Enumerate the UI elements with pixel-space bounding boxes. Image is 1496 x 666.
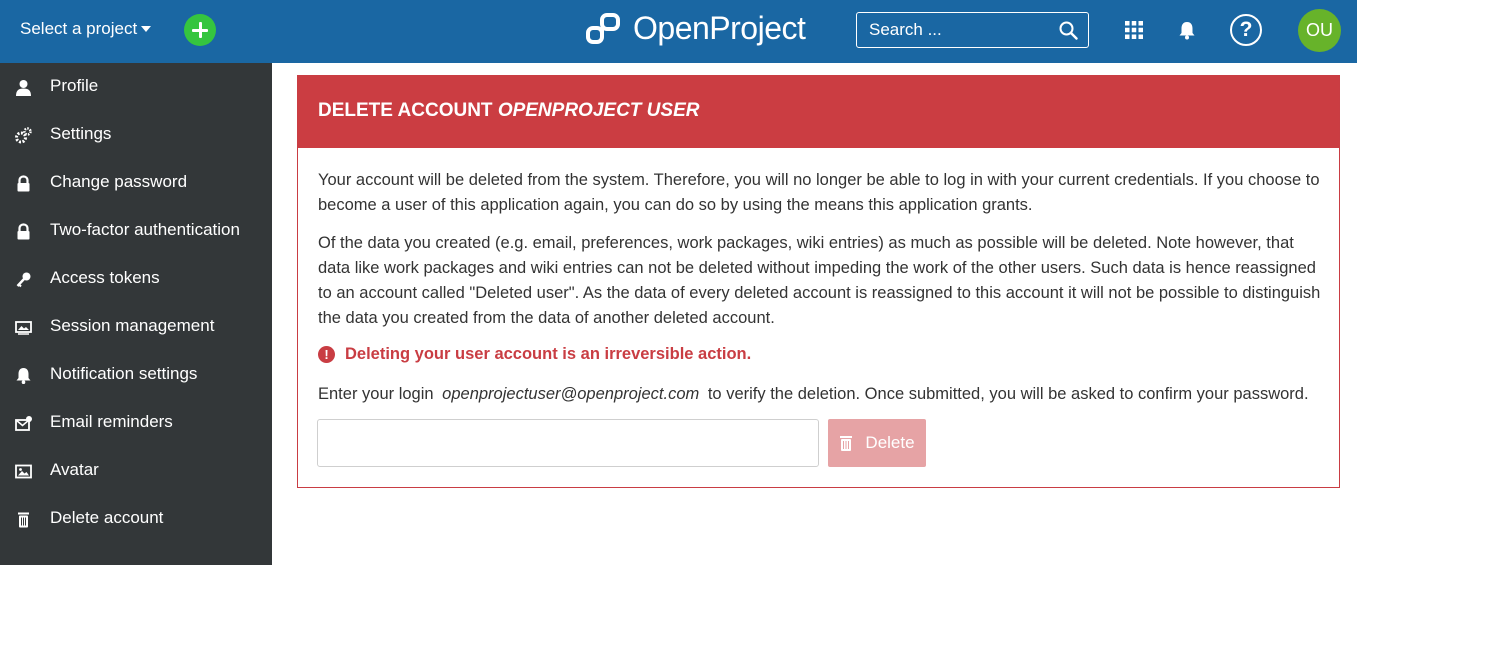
logo-text: OpenProject	[633, 10, 806, 46]
trash-icon	[15, 511, 32, 528]
sidebar-item-label: Change password	[50, 172, 188, 191]
login-name: openprojectuser@openproject.com	[442, 385, 700, 403]
search-icon[interactable]	[1059, 21, 1078, 40]
login-confirm-input[interactable]	[317, 419, 819, 467]
sidebar-item-label: Notification settings	[50, 364, 198, 383]
image-icon	[15, 463, 32, 480]
sidebar-item-delete-account[interactable]	[0, 495, 272, 543]
user-icon	[15, 79, 32, 96]
sidebar-item-notification-settings[interactable]	[0, 351, 272, 399]
verify-suffix: to verify the deletion. Once submitted, you will be asked to confirm your password.	[707, 385, 1309, 403]
page-title	[318, 100, 699, 122]
panel-header	[298, 76, 1339, 148]
envelope-icon	[15, 415, 32, 432]
verify-prefix: Enter your login	[318, 385, 434, 403]
top-header	[0, 0, 1357, 63]
modules-grid-icon[interactable]	[1125, 21, 1143, 39]
trash-icon	[839, 435, 853, 452]
gears-icon	[15, 127, 32, 144]
project-select-dropdown[interactable]	[20, 19, 151, 39]
sidebar-item-change-password[interactable]	[0, 159, 272, 207]
verify-instructions	[318, 382, 1323, 407]
sidebar-item-avatar[interactable]	[0, 447, 272, 495]
sidebar-item-access-tokens[interactable]	[0, 255, 272, 303]
title-user: OPENPROJECT USER	[497, 100, 700, 121]
warning-text: Deleting your user account is an irreversible action.	[345, 345, 752, 363]
sidebar-item-session-management[interactable]	[0, 303, 272, 351]
search-box[interactable]	[856, 12, 1089, 48]
sidebar-item-label: Two-factor authentication	[50, 220, 240, 239]
sidebar-item-profile[interactable]	[0, 63, 272, 111]
logo-icon	[585, 11, 623, 47]
title-prefix: DELETE ACCOUNT	[318, 100, 493, 121]
key-icon	[15, 271, 32, 288]
help-icon[interactable]: ?	[1230, 14, 1262, 46]
sidebar-item-label: Settings	[50, 124, 112, 143]
openproject-logo[interactable]	[585, 10, 805, 47]
sidebar-item-label: Avatar	[50, 460, 99, 479]
lock-icon	[15, 175, 32, 192]
warning-message	[318, 345, 751, 364]
sidebar-item-two-factor[interactable]	[0, 207, 272, 255]
sidebar-item-email-reminders[interactable]	[0, 399, 272, 447]
sidebar-item-label: Profile	[50, 76, 99, 95]
sidebar-item-label: Access tokens	[50, 268, 160, 287]
info-paragraph-1: Your account will be deleted from the system. Therefore, you will no longer be able to log in with your current credentials. If you choose to become a user of this application again, you can do so by using the means this application grants.	[318, 171, 1320, 214]
sidebar-item-label: Email reminders	[50, 412, 173, 431]
delete-button[interactable]	[828, 419, 926, 467]
monitor-icon	[15, 319, 32, 336]
caret-down-icon	[141, 26, 151, 32]
sidebar	[0, 63, 272, 565]
delete-button-label: Delete	[865, 433, 915, 452]
search-input[interactable]	[857, 13, 1053, 47]
user-avatar[interactable]: OU	[1298, 9, 1341, 52]
bell-icon	[15, 367, 32, 384]
delete-account-panel	[297, 75, 1340, 488]
lock-icon	[15, 223, 32, 240]
sidebar-item-settings[interactable]	[0, 111, 272, 159]
project-select-label: Select a project	[20, 19, 138, 38]
sidebar-item-label: Session management	[50, 316, 215, 335]
error-icon: !	[318, 346, 335, 363]
notifications-bell-icon[interactable]	[1178, 21, 1196, 40]
add-button[interactable]	[184, 14, 216, 46]
sidebar-item-label: Delete account	[50, 508, 164, 527]
info-paragraph-2: Of the data you created (e.g. email, preferences, work packages, wiki entries) as much as possible will be deleted. Note however, that data like work packages and wiki entries can not be deleted without impeding the work of the other users. Such data is hence reassigned to an account called "Deleted user". As the data of every deleted account is reassigned to this account it will not be possible to distinguish the data you created from the data of another deleted account.	[318, 234, 1321, 327]
